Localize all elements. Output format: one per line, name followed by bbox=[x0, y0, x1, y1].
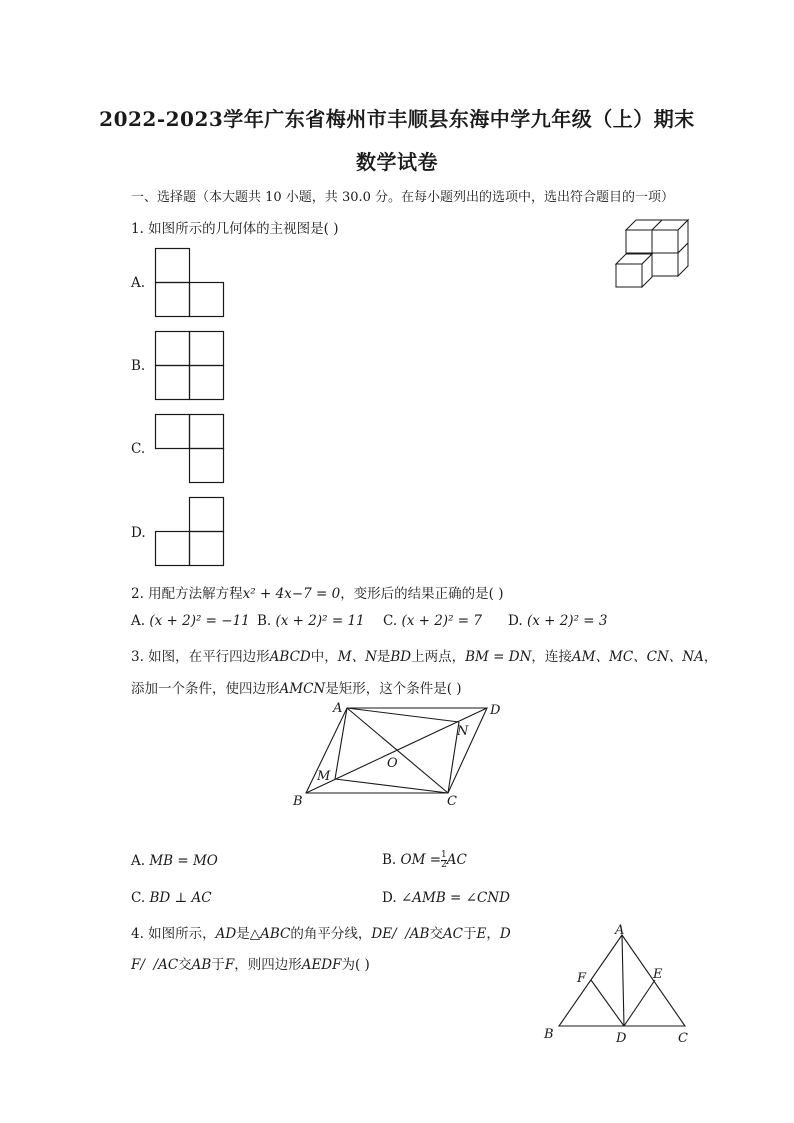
q4-stem2-fpt: F bbox=[224, 957, 235, 973]
q2-option-d[interactable] bbox=[508, 613, 607, 629]
q4-stem2-ac: /AC bbox=[153, 957, 179, 973]
q2-option-b[interactable] bbox=[257, 613, 365, 629]
section-heading: 一、选择题（本大题共 10 小题，共 30.0 分。在每小题列出的选项中，选出符合题目的一项） bbox=[131, 190, 675, 205]
q4-stem1-e: E bbox=[476, 926, 487, 942]
q3-label-m: M bbox=[317, 769, 331, 784]
q2-stem bbox=[131, 582, 504, 602]
q4-stem1-ac: AC bbox=[442, 926, 464, 942]
q2-option-d-text: (x + 2)² = 3 bbox=[526, 613, 608, 629]
q2-stem-post: ，变形后的结果正确的是( ) bbox=[340, 586, 504, 602]
q4-label-f: F bbox=[577, 971, 587, 986]
q1-option-a-figure bbox=[155, 248, 225, 320]
q3-stem-line2 bbox=[131, 677, 462, 697]
q3-stem2-post: 是矩形，这个条件是( ) bbox=[325, 681, 462, 697]
q3-stem1-end: ， bbox=[703, 649, 718, 665]
page-subtitle: 数学试卷 bbox=[356, 150, 438, 174]
q3-stem1-eq: BM = DN bbox=[465, 649, 532, 665]
page-title: 2022-2023学年广东省梅州市丰顺县东海中学九年级（上）期末 bbox=[99, 107, 695, 131]
q4-stem2-at: 于 bbox=[211, 957, 225, 973]
q2-option-a-label: A. bbox=[131, 613, 146, 629]
q2-stem-pre: 2. 用配方法解方程 bbox=[131, 586, 243, 602]
q3-label-n: N bbox=[457, 724, 469, 739]
q3-option-a-label: A. bbox=[131, 853, 146, 869]
q3-stem1-bd: BD bbox=[390, 649, 412, 665]
q3-stem2-pre: 添加一个条件，使四边形 bbox=[131, 681, 280, 697]
q2-option-c[interactable] bbox=[383, 613, 482, 629]
q3-option-d[interactable] bbox=[382, 890, 510, 906]
q4-triangle-figure bbox=[540, 920, 700, 1050]
q3-option-b-den: 2 bbox=[441, 860, 447, 870]
q1-option-c-label[interactable]: C. bbox=[131, 441, 146, 457]
q3-stem1-segs: AM、MC、CN、NA bbox=[571, 649, 704, 665]
q4-stem1-at: 于 bbox=[463, 926, 477, 942]
q4-stem-line2 bbox=[131, 953, 370, 973]
q4-stem1-is: 是 bbox=[236, 926, 250, 942]
q2-option-b-label: B. bbox=[257, 613, 272, 629]
q3-option-b-num: 1 bbox=[441, 850, 447, 860]
q2-option-c-label: C. bbox=[383, 613, 398, 629]
q2-option-c-text: (x + 2)² = 7 bbox=[401, 613, 482, 629]
q4-stem1-de: DE/ bbox=[371, 926, 397, 942]
q3-label-b: B bbox=[293, 794, 303, 809]
q2-option-a[interactable] bbox=[131, 613, 250, 629]
q4-stem2-ab: AB bbox=[191, 957, 212, 973]
q3-stem1-abcd: ABCD bbox=[269, 649, 311, 665]
q4-stem1-bis: 的角平分线， bbox=[290, 926, 372, 942]
q3-option-b-pre: OM = bbox=[400, 852, 442, 868]
q1-option-a-label[interactable]: A. bbox=[131, 275, 146, 291]
q4-stem1-ab: /AB bbox=[405, 926, 430, 942]
q3-option-c[interactable] bbox=[131, 890, 212, 906]
q1-option-d-label[interactable]: D. bbox=[131, 525, 146, 541]
q4-stem2-post: 为( ) bbox=[341, 957, 370, 973]
q3-label-o: O bbox=[387, 756, 398, 771]
q1-option-b-figure bbox=[155, 331, 225, 403]
q3-stem1-mn: M、N bbox=[337, 649, 377, 665]
q3-stem1-mid: 中， bbox=[310, 649, 338, 665]
q3-option-a[interactable] bbox=[131, 853, 218, 869]
q3-option-a-text: MB = MO bbox=[149, 853, 218, 869]
q3-option-c-label: C. bbox=[131, 890, 146, 906]
q2-option-d-label: D. bbox=[508, 613, 523, 629]
q4-stem1-pre: 4. 如图所示， bbox=[131, 926, 216, 942]
q4-stem1-ad: AD bbox=[215, 926, 237, 942]
q3-stem2-amcn: AMCN bbox=[279, 681, 326, 697]
q1-option-d-figure bbox=[155, 497, 225, 569]
q3-stem1-two: 上两点， bbox=[411, 649, 466, 665]
q3-stem1-pre: 3. 如图，在平行四边形 bbox=[131, 649, 270, 665]
q3-parallelogram-figure bbox=[290, 698, 510, 813]
q4-stem1-tri: △ABC bbox=[249, 926, 291, 942]
q3-option-b-label: B. bbox=[382, 852, 397, 868]
q4-stem2-cross: 交 bbox=[178, 957, 192, 973]
q3-option-d-text: ∠AMB = ∠CND bbox=[400, 890, 510, 906]
q3-option-d-label: D. bbox=[382, 890, 397, 906]
q4-stem1-d: D bbox=[499, 926, 511, 942]
q4-label-b: B bbox=[544, 1027, 554, 1042]
q2-equation: x² + 4x−7 = 0 bbox=[242, 586, 341, 602]
q4-stem1-comma: ， bbox=[486, 926, 500, 942]
q3-label-a: A bbox=[333, 701, 343, 716]
q3-option-b[interactable] bbox=[382, 851, 467, 870]
q3-stem1-conn: ，连接 bbox=[531, 649, 572, 665]
q1-cubes-figure bbox=[614, 218, 694, 290]
q4-stem1-cross: 交 bbox=[429, 926, 443, 942]
q4-label-c: C bbox=[678, 1031, 688, 1046]
q3-option-b-post: AC bbox=[446, 852, 467, 868]
q2-option-b-text: (x + 2)² = 11 bbox=[275, 613, 365, 629]
q3-option-c-text: BD ⊥ AC bbox=[149, 890, 212, 906]
q4-stem2-f: F/ bbox=[131, 957, 145, 973]
q3-stem-line1 bbox=[131, 645, 717, 665]
q1-stem: 1. 如图所示的几何体的主视图是( ) bbox=[131, 221, 339, 237]
q4-stem2-then: ，则四边形 bbox=[234, 957, 302, 973]
q3-stem1-is: 是 bbox=[376, 649, 391, 665]
q4-stem-line1 bbox=[131, 922, 511, 942]
q1-option-b-label[interactable]: B. bbox=[131, 358, 146, 374]
q2-option-a-text: (x + 2)² = −11 bbox=[149, 613, 250, 629]
q3-label-c: C bbox=[447, 794, 457, 809]
q4-label-d: D bbox=[616, 1031, 627, 1046]
q4-label-a: A bbox=[615, 923, 625, 938]
q4-stem2-aedf: AEDF bbox=[301, 957, 342, 973]
q3-label-d: D bbox=[490, 703, 501, 718]
q1-option-c-figure bbox=[155, 414, 225, 486]
q4-label-e: E bbox=[653, 967, 663, 982]
